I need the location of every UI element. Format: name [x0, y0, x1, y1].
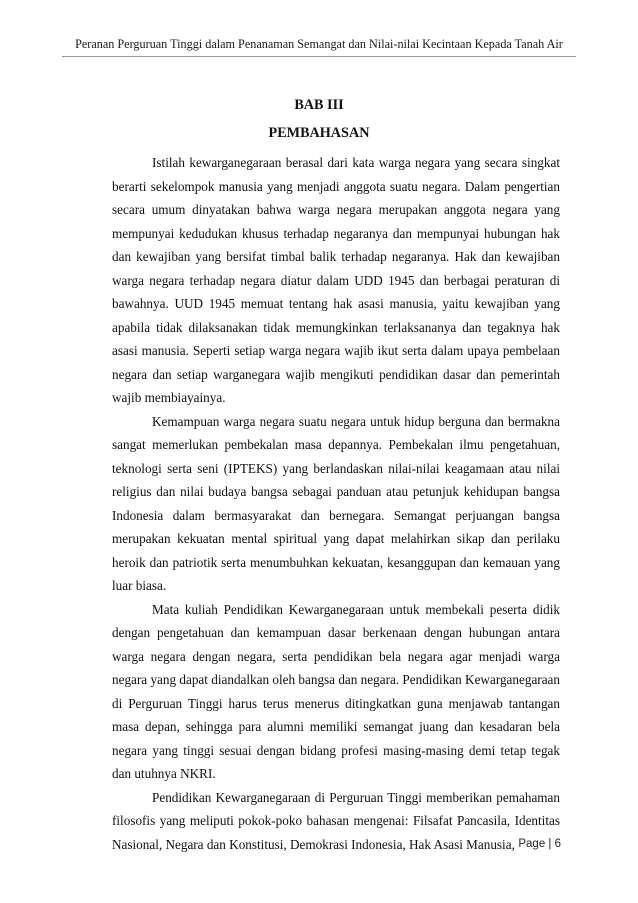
page-number: Page | 6: [518, 838, 561, 850]
paragraph: Istilah kewarganegaraan berasal dari kata warga negara yang secara singkat berarti sekelompok manusia yang menjadi anggota suatu negara. Dalam pengertian secara umum dinyatakan bahwa warga negara merupakan anggota negara yang mempunyai kedudukan khusus terhadap negaranya dan mempunyai hubungan hak dan kewajiban yang bersifat timbal balik terhadap negaranya. Hak dan kewajiban warga negara terhadap negara diatur dalam UDD 1945 dan berbagai peraturan di bawahnya. UUD 1945 memuat tentang hak asasi manusia, yaitu kewajiban yang apabila tidak dilaksanakan tidak memungkinkan terlaksananya dan tegaknya hak asasi manusia. Seperti setiap warga negara wajib ikut serta dalam upaya pembelaan negara dan setiap warganegara wajib mengikuti pendidikan dasar dan pemerintah wajib membiayainya.: [112, 155, 560, 405]
running-header: Peranan Perguruan Tinggi dalam Penanaman Semangat dan Nilai-nilai Kecintaan Kepada Tanah Air: [75, 37, 563, 51]
paragraph: Kemampuan warga negara suatu negara untuk hidup berguna dan bermakna sangat memerlukan pembekalan masa depannya. Pembekalan ilmu pengetahuan, teknologi serta seni (IPTEKS) yang berlandaskan nilai-nilai keagamaan atau nilai religius dan nilai budaya bangsa sebagai panduan atau petunjuk kehidupan bangsa Indonesia dalam bermasyarakat dan bernegara. Semangat perjuangan bangsa merupakan kekuatan mental spiritual yang dapat melahirkan sikap dan perilaku heroik dan patriotik serta menumbuhkan kekuatan, kesanggupan dan kemauan yang luar biasa.: [112, 413, 560, 593]
paragraph: Pendidikan Kewarganegaraan di Perguruan Tinggi memberikan pemahaman filosofis yang meliputi pokok-poko bahasan mengenai: Filsafat Pancasila, Identitas Nasional, Negara dan Konstitusi, Demokrasi Indonesia, Hak Asasi Manusia,: [112, 789, 560, 852]
chapter-number: BAB III: [294, 97, 344, 113]
header-divider: [62, 56, 576, 57]
chapter-title: PEMBAHASAN: [268, 125, 370, 141]
paragraph: Mata kuliah Pendidikan Kewarganegaraan untuk membekali peserta didik dengan pengetahuan dan kemampuan dasar berkenaan dengan hubungan antara warga negara dengan negara, serta pendidikan bela negara agar menjadi warga negara yang dapat diandalkan oleh bangsa dan negara. Pendidikan Kewarganegaraan di Perguruan Tinggi harus terus menerus ditingkatkan guna menjawab tantangan masa depan, sehingga para alumni memiliki semangat juang dan kesadaran bela negara yang tinggi sesuai dengan bidang profesi masing-masing demi tetap tegak dan utuhnya NKRI.: [112, 601, 560, 781]
body-text: [112, 151, 560, 856]
